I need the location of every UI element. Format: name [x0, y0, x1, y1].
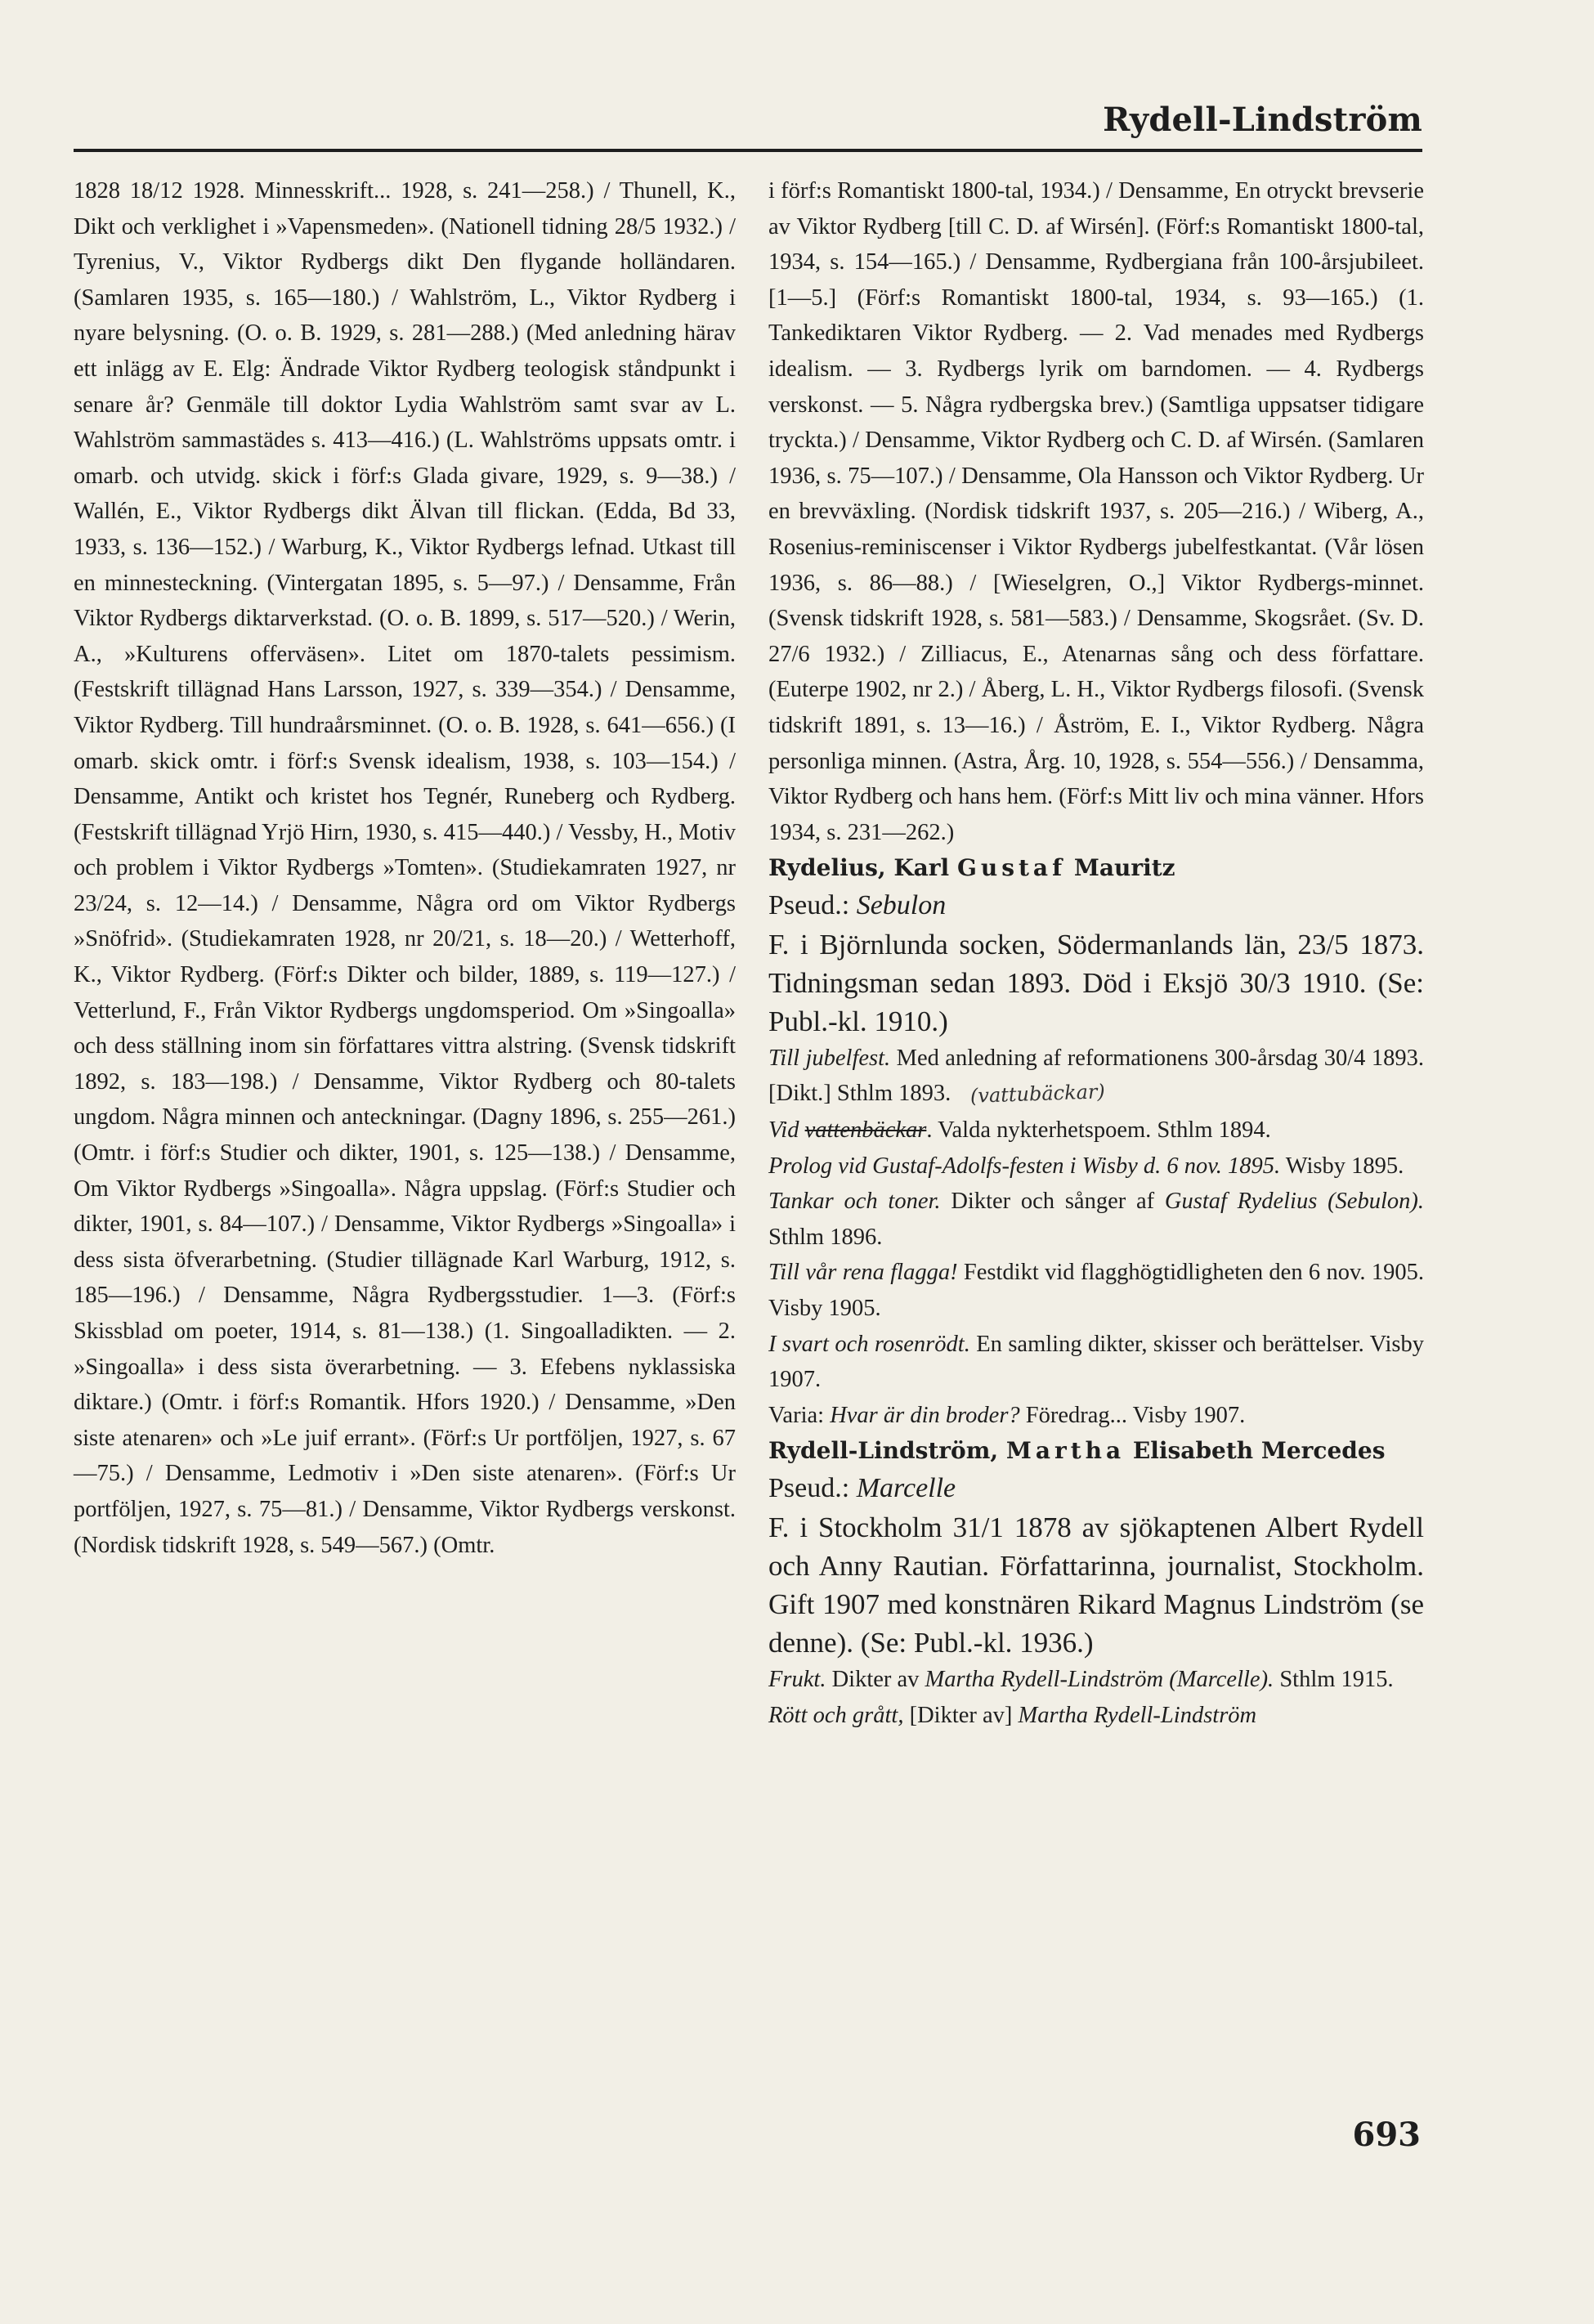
right-column: [768, 173, 1424, 1733]
biography: F. i Stockholm 31/1 1878 av sjökaptenen Albert Rydell och Anny Rautian. Författarinna, journalist, Stockholm. Gift 1907 med konstnären Rikard Magnus Lindström (se denne). (Se: Publ.-kl. 1936.): [768, 1511, 1424, 1659]
pseud-label: Pseud.:: [768, 889, 857, 920]
work-item: [768, 1255, 1424, 1326]
work-item: [768, 1149, 1424, 1184]
entry-spaced-name: Martha: [1005, 1437, 1126, 1465]
work-text: Wisby 1895.: [1280, 1153, 1404, 1179]
struck-title-word: vattenbäckar: [804, 1117, 927, 1144]
right-column-intro: i förf:s Romantiskt 1800-tal, 1934.) / Densamme, En otryckt brevserie av Viktor Rydberg [till C. D. af Wirsén]. (Förf:s Romantiskt 1800-tal, 1934, s. 154—165.) / Densamme, Rydbergiana från 100-årsjubileet. [1—5.] (Förf:s Romantiskt 1800-tal, 1934, s. 93—165.) (1. Tankediktaren Viktor Rydberg. — 2. Vad menades med Rydbergs idealism. — 3. Rydbergs lyrik om barndomen. — 4. Rydbergs verskonst. — 5. Några rydbergska brev.) (Samtliga uppsatser tidigare tryckta.) / Densamme, Viktor Rydberg och C. D. af Wirsén. (Samlaren 1936, s. 75—107.) / Densamme, Ola Hansson och Viktor Rydberg. Ur en brevväxling. (Nordisk tidskrift 1937, s. 205—216.) / Wiberg, A., Rosenius-reminiscenser i Viktor Rydbergs jubelfestkantat. (Vår lösen 1936, s. 86—88.) / [Wieselgren, O.,] Viktor Rydbergs-minnet. (Svensk tidskrift 1928, s. 581—583.) / Densamme, Skogsrået. (Sv. D. 27/6 1932.) / Zilliacus, E., Atenarnas sång och dess författare. (Euterpe 1902, nr 2.) / Åberg, L. H., Viktor Rydbergs filosofi. (Svensk tidskrift 1891, s. 13—16.) / Åström, E. I., Viktor Rydberg. Några personliga minnen. (Astra, Årg. 10, 1928, s. 554—556.) / Densamma, Viktor Rydberg och hans hem. (Förf:s Mitt liv och mina vänner. Hfors 1934, s. 231—262.): [768, 178, 1424, 845]
work-text: Festdikt vid flagghögtidligheten den 6 nov. 1905. Visby 1905.: [768, 1260, 1424, 1322]
work-title: Till jubelfest.: [768, 1045, 891, 1071]
work-text: Föredrag... Visby 1907.: [1019, 1402, 1246, 1428]
biography: F. i Björnlunda socken, Södermanlands län, 23/5 1873. Tidningsman sedan 1893. Död i Eksjö 30/3 1910. (Se: Publ.-kl. 1910.): [768, 928, 1424, 1037]
work-author: Martha Rydell-Lindström: [1018, 1702, 1257, 1728]
work-text: Sthlm 1915.: [1274, 1667, 1394, 1692]
left-column-text: 1828 18/12 1928. Minnesskrift... 1928, s. 241—258.) / Thunell, K., Dikt och verklighet i »Vapensmeden». (Nationell tidning 28/5 1932.) / Tyrenius, V., Viktor Rydbergs dikt Den flygande holländaren. (Samlaren 1935, s. 165—180.) / Wahlström, L., Viktor Rydberg i nyare belysning. (O. o. B. 1929, s. 281—288.) (Med anledning härav ett inlägg av E. Elg: Ändrade Viktor Rydberg teologisk ståndpunkt i senare år? Genmäle till doktor Lydia Wahlström samt svar av L. Wahlström sammastädes s. 413—416.) (L. Wahlströms uppsats omtr. i omarb. och utvidg. skick i förf:s Glada givare, 1929, s. 9—38.) / Wallén, E., Viktor Rydbergs dikt Älvan till flickan. (Edda, Bd 33, 1933, s. 136—152.) / Warburg, K., Viktor Rydbergs lefnad. Utkast till en minnesteckning. (Vintergatan 1895, s. 5—97.) / Densamme, Från Viktor Rydbergs diktarverkstad. (O. o. B. 1899, s. 517—520.) / Werin, A., »Kulturens offerväsen». Litet om 1870-talets pessimism. (Festskrift tillägnad Hans Larsson, 1927, s. 339—354.) / Densamme, Viktor Rydberg. Till hundraårsminnet. (O. o. B. 1928, s. 641—656.) (I omarb. skick omtr. i förf:s Svensk idealism, 1938, s. 103—154.) / Densamme, Antikt och kristet hos Tegnér, Runeberg och Rydberg. (Festskrift tillägnad Yrjö Hirn, 1930, s. 415—440.) / Vessby, H., Motiv och problem i Viktor Rydbergs »Tomten». (Studiekamraten 1927, nr 23/24, s. 12—14.) / Densamme, Några ord om Viktor Rydbergs »Snöfrid». (Studiekamraten 1928, nr 20/21, s. 18—20.) / Wetterhoff, K., Viktor Rydberg. (Förf:s Dikter och bilder, 1889, s. 119—127.) / Vetterlund, F., Från Viktor Rydbergs ungdomsperiod. Om »Singoalla» och dess ställning inom sin författares vittra alstring. (Svensk tidskrift 1892, s. 183—198.) / Densamme, Viktor Rydberg och 80-talets ungdom. Några minnen och anteckningar. (Dagny 1896, s. 255—261.) (Omtr. i förf:s Studier och dikter, 1901, s. 125—138.) / Densamme, Om Viktor Rydbergs »Singoalla». Några uppslag. (Förf:s Studier och dikter, 1901, s. 84—107.) / Densamme, Viktor Rydbergs »Singoalla» i dess sista öfverarbetning. (Studier tillägnade Karl Warburg, 1912, s. 185—196.) / Densamme, Några Rydbergsstudier. 1—3. (Förf:s Skissblad om poeter, 1914, s. 81—138.) (1. Singoalladikten. — 2. »Singoalla» i dess sista överarbetning. — 3. Efebens nyklassiska diktare.) (Omtr. i förf:s Romantik. Hfors 1920.) / Densamme, »Den siste atenaren» och »Le juif errant». (Förf:s Ur portföljen, 1927, s. 67—75.) / Densamme, Ledmotiv i »Den siste atenaren». (Förf:s Ur portföljen, 1927, s. 75—81.) / Densamme, Viktor Rydbergs verskonst. (Nordisk tidskrift 1928, s. 549—567.) (Omtr.: [74, 178, 736, 1558]
entry-heading-rydell-lindstrom: [768, 1433, 1424, 1469]
entry-heading-rydelius: [768, 850, 1424, 886]
work-text: Dikter av: [826, 1667, 925, 1692]
work-title: Hvar är din broder?: [830, 1402, 1020, 1428]
work-text: Sthlm 1896.: [768, 1224, 883, 1250]
entry-surname: Rydell-Lindström,: [768, 1437, 1006, 1465]
work-title: I svart och rosenrödt.: [768, 1331, 970, 1357]
work-item: [768, 1398, 1424, 1434]
work-author: Martha Rydell-Lindström (Marcelle).: [925, 1667, 1274, 1692]
work-item: [768, 1184, 1424, 1255]
work-title: Till vår rena flagga!: [768, 1260, 958, 1286]
left-column: [74, 173, 736, 1563]
header-rule: [74, 149, 1422, 152]
entry-surname: Rydelius, Karl: [768, 854, 957, 882]
entry-spaced-name: Gustaf: [956, 854, 1067, 882]
pseudonym-line: [768, 886, 1424, 925]
pseud-name: Marcelle: [856, 1473, 956, 1503]
work-title: Prolog vid Gustaf-Adolfs-festen i Wisby d. 6 nov. 1895.: [768, 1153, 1281, 1179]
work-title: Tankar och toner.: [768, 1189, 941, 1215]
work-item: [768, 1662, 1424, 1698]
work-author: Gustaf Rydelius (Sebulon).: [1164, 1189, 1424, 1215]
work-text: . Valda nykterhetspoem. Sthlm 1894.: [926, 1117, 1271, 1144]
entry-rest-name: Elisabeth Mercedes: [1125, 1437, 1386, 1465]
work-title: Rött och grått,: [768, 1702, 904, 1728]
work-item: [768, 1113, 1424, 1149]
handwritten-annotation: (vattubäckar): [969, 1080, 1106, 1108]
work-item: [768, 1041, 1424, 1113]
work-item: [768, 1698, 1424, 1734]
pseudonym-line: [768, 1469, 1424, 1508]
work-text: Dikter och sånger af: [940, 1189, 1165, 1215]
work-text: [Dikter av]: [903, 1702, 1019, 1728]
work-text: En samling dikter, skisser och berättelser. Visby 1907.: [768, 1331, 1424, 1393]
work-text: Med anledning af reformationens 300-årsdag 30/4 1893. [Dikt.] Sthlm 1893.: [768, 1045, 1424, 1107]
work-item: [768, 1327, 1424, 1398]
page-number: 693: [1352, 2116, 1421, 2154]
work-title: Frukt.: [768, 1667, 826, 1692]
pseud-name: Sebulon: [856, 889, 947, 920]
entry-rest-name: Mauritz: [1066, 854, 1175, 882]
running-head: Rydell-Lindström: [1103, 101, 1422, 139]
pseud-label: Pseud.:: [768, 1473, 857, 1503]
work-title: Vid: [768, 1117, 805, 1144]
varia-label: Varia:: [768, 1402, 831, 1428]
